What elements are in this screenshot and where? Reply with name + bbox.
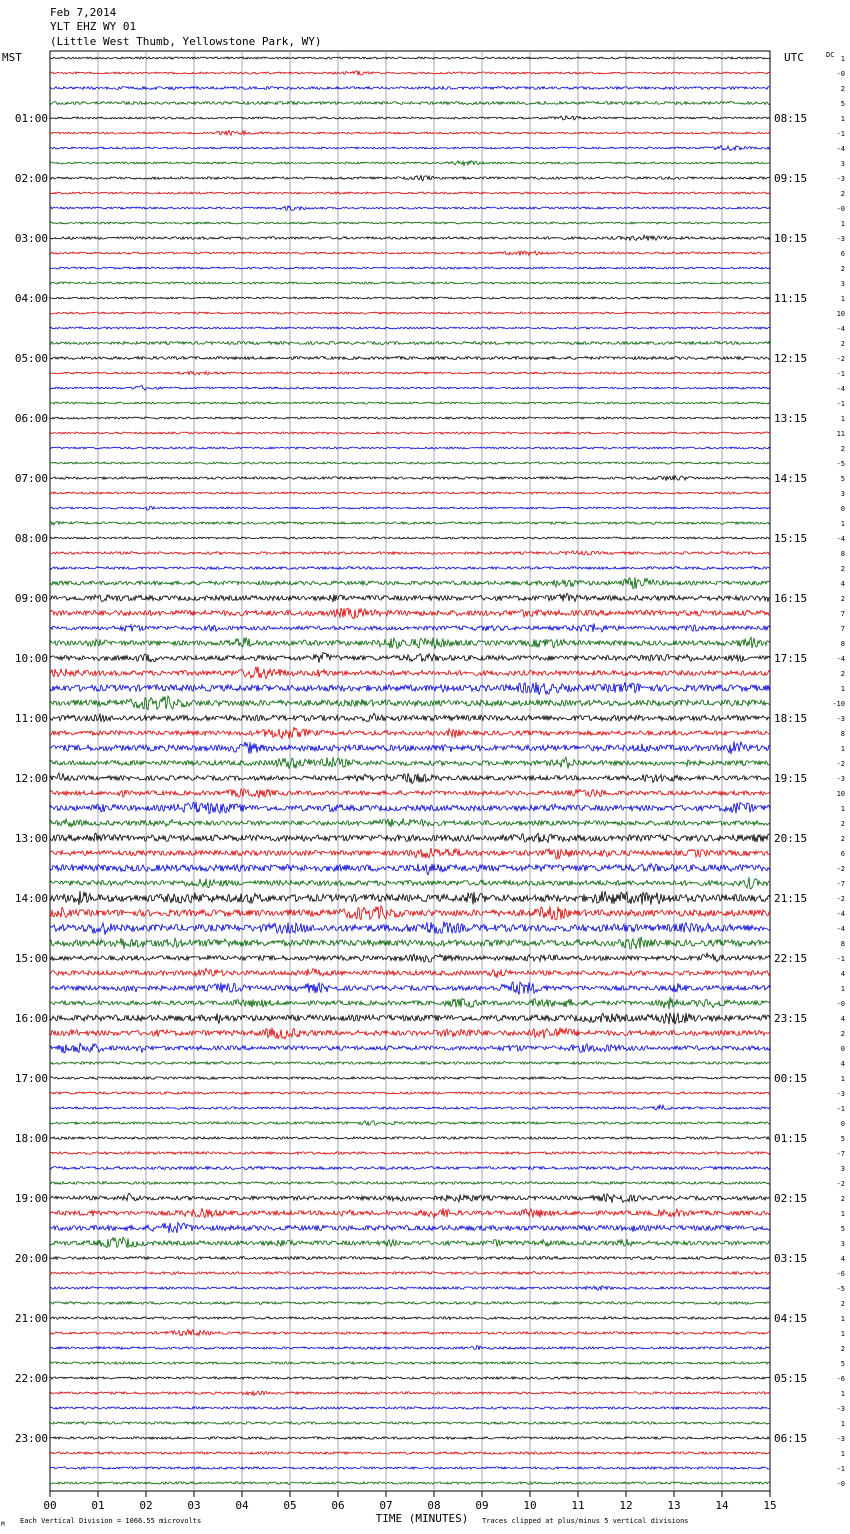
- trace-line: [50, 757, 770, 769]
- trace-line: [50, 432, 770, 434]
- trace-line: [50, 251, 770, 256]
- right-timezone-label: UTC: [784, 51, 804, 64]
- trace-line: [50, 447, 770, 449]
- trace-line: [50, 206, 770, 211]
- dc-offset-value: -0: [836, 1000, 845, 1008]
- dc-offset-value: -4: [836, 925, 845, 933]
- dc-offset-value: -4: [836, 535, 845, 543]
- corner-mark: M: [1, 1521, 5, 1528]
- right-hour-label: 12:15: [774, 352, 808, 365]
- trace-line: [50, 1272, 770, 1275]
- trace-line: [50, 87, 770, 90]
- trace-line: [50, 1330, 770, 1336]
- dc-offset-value: -1: [836, 1105, 845, 1113]
- x-tick-label: 00: [43, 1499, 57, 1512]
- seismic-traces: [50, 57, 770, 1484]
- dc-offset-value: 3: [840, 490, 845, 498]
- trace-line: [50, 1062, 770, 1065]
- dc-offset-value: 8: [840, 550, 845, 558]
- dc-offset-value: 4: [840, 970, 845, 978]
- dc-offset-value: -4: [836, 145, 845, 153]
- trace-line: [50, 1257, 770, 1260]
- trace-line: [50, 71, 770, 75]
- x-tick-label: 10: [523, 1499, 537, 1512]
- x-tick-label: 15: [763, 1499, 777, 1512]
- dc-offset-value: 1: [840, 985, 845, 993]
- trace-line: [50, 371, 770, 375]
- trace-line: [50, 608, 770, 619]
- left-hour-label: 03:00: [14, 232, 48, 245]
- trace-line: [50, 741, 770, 754]
- right-hour-label: 21:15: [774, 892, 808, 905]
- right-hour-label: 01:15: [774, 1132, 808, 1145]
- trace-line: [50, 102, 770, 105]
- trace-line: [50, 1077, 770, 1079]
- trace-line: [50, 417, 770, 419]
- trace-line: [50, 637, 770, 648]
- right-hour-label: 11:15: [774, 292, 808, 305]
- trace-line: [50, 652, 770, 662]
- dc-offset-value: 11: [836, 430, 845, 438]
- trace-line: [50, 1137, 770, 1139]
- dc-offset-value: -2: [836, 760, 845, 768]
- dc-offset-value: 2: [840, 565, 845, 573]
- trace-line: [50, 1223, 770, 1233]
- dc-offset-value: 1: [840, 115, 845, 123]
- trace-line: [50, 1013, 770, 1024]
- x-tick-label: 09: [475, 1499, 489, 1512]
- dc-offset-value: -6: [836, 1270, 845, 1278]
- trace-line: [50, 357, 770, 360]
- right-hour-label: 10:15: [774, 232, 808, 245]
- trace-line: [50, 593, 770, 602]
- trace-line: [50, 342, 770, 345]
- trace-line: [50, 1237, 770, 1248]
- left-hour-label: 02:00: [14, 172, 48, 185]
- trace-line: [50, 327, 770, 329]
- dc-offset-value: 2: [840, 340, 845, 348]
- right-hour-label: 02:15: [774, 1192, 808, 1205]
- dc-offset-value: 1: [840, 805, 845, 813]
- dc-offset-value: -2: [836, 895, 845, 903]
- right-hour-label: 23:15: [774, 1012, 808, 1025]
- right-hour-label: 06:15: [774, 1432, 808, 1445]
- left-hour-label: 19:00: [14, 1192, 48, 1205]
- left-hour-label: 23:00: [14, 1432, 48, 1445]
- right-hour-label: 14:15: [774, 472, 808, 485]
- trace-line: [50, 57, 770, 59]
- trace-line: [50, 1182, 770, 1185]
- dc-offset-value: 4: [840, 580, 845, 588]
- dc-offset-value: 1: [840, 1330, 845, 1338]
- dc-offset-value: -3: [836, 1435, 845, 1443]
- dc-offset-value: 1: [840, 1390, 845, 1398]
- trace-line: [50, 402, 770, 404]
- trace-line: [50, 1027, 770, 1039]
- dc-offset-value: -7: [836, 880, 845, 888]
- trace-line: [50, 1092, 770, 1094]
- trace-line: [50, 161, 770, 166]
- dc-offset-value: -2: [836, 865, 845, 873]
- trace-line: [50, 1121, 770, 1126]
- dc-offset-value: 0: [840, 1045, 845, 1053]
- header-station: YLT EHZ WY 01: [50, 20, 137, 33]
- trace-line: [50, 537, 770, 539]
- trace-line: [50, 864, 770, 875]
- trace-line: [50, 789, 770, 798]
- dc-offset-value: -4: [836, 325, 845, 333]
- dc-offset-value: -3: [836, 175, 845, 183]
- left-hour-label: 01:00: [14, 112, 48, 125]
- left-hour-label: 21:00: [14, 1312, 48, 1325]
- left-hour-label: 08:00: [14, 532, 48, 545]
- trace-line: [50, 116, 770, 120]
- dc-offset-value: 0: [840, 505, 845, 513]
- x-tick-label: 04: [235, 1499, 249, 1512]
- trace-line: [50, 848, 770, 859]
- trace-line: [50, 696, 770, 710]
- x-tick-label: 14: [715, 1499, 729, 1512]
- dc-offset-value: 5: [840, 1225, 845, 1233]
- trace-line: [50, 921, 770, 934]
- dc-offset-value: 1: [840, 1315, 845, 1323]
- dc-offset-value: 0: [840, 1120, 845, 1128]
- trace-line: [50, 906, 770, 920]
- trace-line: [50, 997, 770, 1009]
- left-hour-label: 17:00: [14, 1072, 48, 1085]
- dc-offset-value: -1: [836, 1465, 845, 1473]
- dc-offset-value: -7: [836, 1150, 845, 1158]
- left-hour-label: 16:00: [14, 1012, 48, 1025]
- trace-line: [50, 713, 770, 722]
- trace-line: [50, 522, 770, 525]
- right-hour-label: 05:15: [774, 1372, 808, 1385]
- dc-offset-value: -5: [836, 1285, 845, 1293]
- trace-line: [50, 130, 770, 135]
- dc-offset-value: 6: [840, 850, 845, 858]
- header-location: (Little West Thumb, Yellowstone Park, WY): [50, 35, 322, 48]
- right-hour-label: 15:15: [774, 532, 808, 545]
- right-hour-label: 17:15: [774, 652, 808, 665]
- dc-offset-value: -4: [836, 385, 845, 393]
- x-tick-label: 11: [571, 1499, 585, 1512]
- trace-line: [50, 1452, 770, 1454]
- trace-line: [50, 1317, 770, 1320]
- clip-note: Traces clipped at plus/minus 5 vertical divisions: [482, 1517, 689, 1525]
- trace-line: [50, 146, 770, 151]
- x-tick-label: 02: [139, 1499, 153, 1512]
- left-hour-label: 13:00: [14, 832, 48, 845]
- dc-offset-value: 2: [840, 670, 845, 678]
- right-hour-label: 19:15: [774, 772, 808, 785]
- trace-line: [50, 1437, 770, 1439]
- trace-line: [50, 1467, 770, 1469]
- dc-offset-value: -0: [836, 205, 845, 213]
- trace-line: [50, 891, 770, 905]
- dc-offset-value: 3: [840, 280, 845, 288]
- x-tick-label: 12: [619, 1499, 633, 1512]
- dc-offset-value: -0: [836, 70, 845, 78]
- trace-line: [50, 282, 770, 284]
- trace-line: [50, 492, 770, 494]
- trace-line: [50, 953, 770, 962]
- dc-offset-value: 4: [840, 1015, 845, 1023]
- x-axis-ticks: [43, 1491, 776, 1512]
- right-hour-label: 04:15: [774, 1312, 808, 1325]
- dc-offset-value: -3: [836, 235, 845, 243]
- x-axis-title: TIME (MINUTES): [375, 1512, 469, 1525]
- dc-offset-value: 3: [840, 1165, 845, 1173]
- dc-offset-value: 7: [840, 610, 845, 618]
- dc-offset-value: 2: [840, 445, 845, 453]
- trace-line: [50, 297, 770, 299]
- trace-line: [50, 462, 770, 464]
- trace-line: [50, 192, 770, 194]
- x-tick-label: 08: [427, 1499, 441, 1512]
- trace-line: [50, 773, 770, 784]
- left-hour-label: 18:00: [14, 1132, 48, 1145]
- dc-offset-value: 2: [840, 820, 845, 828]
- right-hour-label: 20:15: [774, 832, 808, 845]
- left-hour-label: 07:00: [14, 472, 48, 485]
- trace-line: [50, 1362, 770, 1364]
- dc-offset-value: 1: [840, 55, 845, 63]
- dc-offset-value: 3: [840, 160, 845, 168]
- dc-offset-value: 5: [840, 100, 845, 108]
- left-hour-label: 20:00: [14, 1252, 48, 1265]
- dc-offset-value: 8: [840, 640, 845, 648]
- trace-line: [50, 982, 770, 995]
- dc-offset-value: -10: [832, 700, 845, 708]
- right-hour-label: 08:15: [774, 112, 808, 125]
- trace-line: [50, 1391, 770, 1396]
- dc-offset-value: -1: [836, 130, 845, 138]
- dc-offset-value: -3: [836, 1090, 845, 1098]
- dc-offset-value: 2: [840, 1345, 845, 1353]
- dc-offset-value: 4: [840, 1060, 845, 1068]
- right-hour-label: 09:15: [774, 172, 808, 185]
- left-hour-label: 09:00: [14, 592, 48, 605]
- left-hour-label: 14:00: [14, 892, 48, 905]
- right-hour-label: 18:15: [774, 712, 808, 725]
- trace-line: [50, 877, 770, 889]
- x-tick-label: 05: [283, 1499, 297, 1512]
- trace-line: [50, 1152, 770, 1155]
- x-tick-label: 07: [379, 1499, 393, 1512]
- dc-offset-header: DC: [826, 51, 835, 59]
- trace-line: [50, 802, 770, 814]
- trace-line: [50, 818, 770, 827]
- dc-offset-value: -5: [836, 460, 845, 468]
- dc-offset-value: -1: [836, 370, 845, 378]
- dc-offset-value: 1: [840, 685, 845, 693]
- dc-offset-value: -4: [836, 655, 845, 663]
- dc-offset-value: -2: [836, 355, 845, 363]
- dc-offset-value: 2: [840, 1195, 845, 1203]
- header-date: Feb 7,2014: [50, 6, 117, 19]
- trace-line: [50, 1302, 770, 1305]
- dc-offset-value: 2: [840, 85, 845, 93]
- trace-line: [50, 312, 770, 314]
- left-hour-label: 05:00: [14, 352, 48, 365]
- dc-offset-value: 1: [840, 1420, 845, 1428]
- right-hour-label: 03:15: [774, 1252, 808, 1265]
- trace-line: [50, 267, 770, 269]
- x-tick-label: 06: [331, 1499, 345, 1512]
- dc-offset-value: 2: [840, 595, 845, 603]
- trace-line: [50, 1286, 770, 1290]
- trace-line: [50, 1482, 770, 1484]
- dc-offset-value: 1: [840, 520, 845, 528]
- trace-line: [50, 1407, 770, 1409]
- right-hour-label: 13:15: [774, 412, 808, 425]
- trace-line: [50, 1193, 770, 1203]
- dc-offset-value: 5: [840, 1360, 845, 1368]
- dc-offset-value: 1: [840, 295, 845, 303]
- dc-offset-value: -4: [836, 910, 845, 918]
- trace-line: [50, 667, 770, 679]
- left-hour-label: 12:00: [14, 772, 48, 785]
- trace-line: [50, 1167, 770, 1170]
- trace-line: [50, 1377, 770, 1379]
- trace-line: [50, 682, 770, 695]
- left-hour-label: 15:00: [14, 952, 48, 965]
- dc-offset-value: 1: [840, 1075, 845, 1083]
- trace-line: [50, 1208, 770, 1218]
- right-hour-label: 00:15: [774, 1072, 808, 1085]
- left-hour-label: 11:00: [14, 712, 48, 725]
- trace-line: [50, 728, 770, 739]
- dc-offset-value: 6: [840, 250, 845, 258]
- dc-offset-value: -1: [836, 400, 845, 408]
- dc-offset-value: 10: [836, 310, 845, 318]
- dc-offset-value: -3: [836, 1405, 845, 1413]
- dc-offset-value: 3: [840, 1240, 845, 1248]
- dc-offset-value: 1: [840, 415, 845, 423]
- dc-offset-value: 5: [840, 475, 845, 483]
- trace-line: [50, 968, 770, 977]
- left-hour-label: 06:00: [14, 412, 48, 425]
- x-tick-label: 13: [667, 1499, 681, 1512]
- dc-offset-value: 5: [840, 1135, 845, 1143]
- trace-line: [50, 1346, 770, 1350]
- x-tick-label: 01: [91, 1499, 105, 1512]
- dc-offset-value: 1: [840, 1450, 845, 1458]
- right-hour-label: 16:15: [774, 592, 808, 605]
- scale-note: Each Vertical Division = 1066.55 microvolts: [20, 1517, 202, 1525]
- trace-line: [50, 833, 770, 842]
- trace-line: [50, 623, 770, 632]
- trace-line: [50, 1043, 770, 1053]
- dc-offset-value: 8: [840, 730, 845, 738]
- dc-offset-value: 2: [840, 190, 845, 198]
- left-hour-label: 04:00: [14, 292, 48, 305]
- trace-line: [50, 235, 770, 240]
- dc-offset-value: -6: [836, 1375, 845, 1383]
- trace-line: [50, 222, 770, 224]
- dc-offset-value: 2: [840, 835, 845, 843]
- dc-offset-value: 2: [840, 1300, 845, 1308]
- dc-offset-value: 10: [836, 790, 845, 798]
- left-timezone-label: MST: [2, 51, 22, 64]
- left-hour-label: 22:00: [14, 1372, 48, 1385]
- dc-offset-value: 4: [840, 1255, 845, 1263]
- trace-line: [50, 506, 770, 510]
- dc-offset-value: 2: [840, 1030, 845, 1038]
- trace-line: [50, 577, 770, 589]
- dc-offset-value: -0: [836, 1480, 845, 1488]
- trace-line: [50, 476, 770, 481]
- left-hour-label: 10:00: [14, 652, 48, 665]
- dc-offset-value: -2: [836, 1180, 845, 1188]
- trace-line: [50, 567, 770, 570]
- right-hour-label: 22:15: [774, 952, 808, 965]
- dc-offset-value: 2: [840, 265, 845, 273]
- dc-offset-value: 7: [840, 625, 845, 633]
- trace-line: [50, 1105, 770, 1110]
- trace-line: [50, 1422, 770, 1424]
- trace-line: [50, 551, 770, 555]
- dc-offset-value: 8: [840, 940, 845, 948]
- dc-offset-value: -1: [836, 955, 845, 963]
- dc-offset-value: -3: [836, 775, 845, 783]
- trace-line: [50, 176, 770, 181]
- dc-offset-value: 1: [840, 745, 845, 753]
- dc-offset-value: 1: [840, 1210, 845, 1218]
- trace-line: [50, 937, 770, 949]
- x-tick-label: 03: [187, 1499, 201, 1512]
- dc-offset-value: 1: [840, 220, 845, 228]
- dc-offset-value: -3: [836, 715, 845, 723]
- trace-line: [50, 385, 770, 390]
